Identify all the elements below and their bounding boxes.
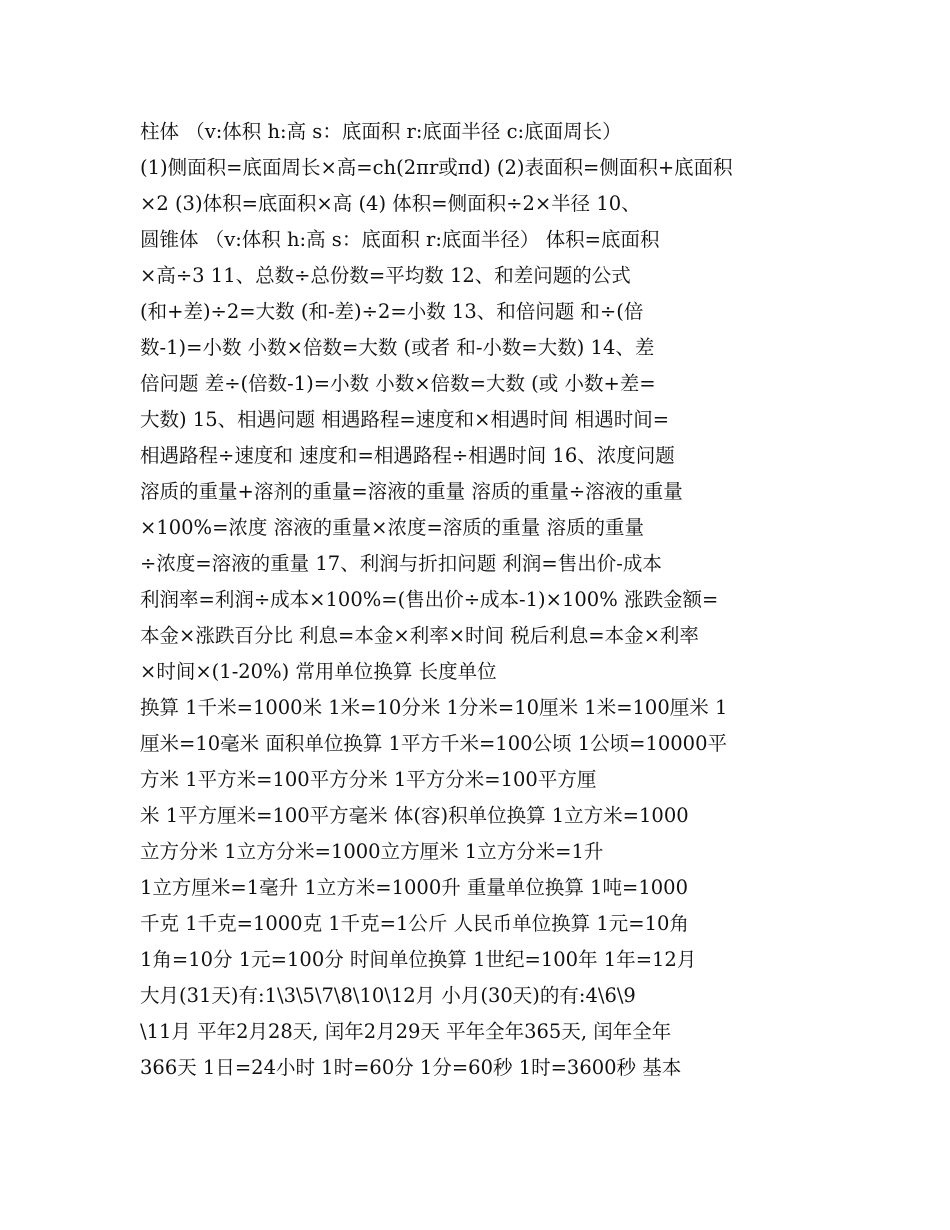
text-line: ×100%=浓度 溶液的重量×浓度=溶质的重量 溶质的重量	[140, 516, 645, 539]
text-line: 相遇路程÷速度和 速度和=相遇路程÷相遇时间 16、浓度问题	[140, 444, 675, 467]
text-line: 溶质的重量+溶剂的重量=溶液的重量 溶质的重量÷溶液的重量	[140, 480, 683, 503]
text-line: 本金×涨跌百分比 利息=本金×利率×时间 税后利息=本金×利率	[140, 624, 699, 647]
text-line: 厘米=10毫米 面积单位换算 1平方千米=100公顷 1公顷=10000平	[140, 732, 727, 755]
text-line: (和+差)÷2=大数 (和-差)÷2=小数 13、和倍问题 和÷(倍	[140, 300, 644, 323]
text-line: 方米 1平方米=100平方分米 1平方分米=100平方厘	[140, 768, 597, 791]
text-line: ÷浓度=溶液的重量 17、利润与折扣问题 利润=售出价-成本	[140, 552, 662, 575]
text-line: 366天 1日=24小时 1时=60分 1分=60秒 1时=3600秒 基本	[140, 1056, 682, 1079]
text-line: 米 1平方厘米=100平方毫米 体(容)积单位换算 1立方米=1000	[140, 804, 689, 827]
text-line: 大月(31天)有:1\3\5\7\8\10\12月 小月(30天)的有:4\6\9	[140, 984, 636, 1007]
text-line: 1立方厘米=1毫升 1立方米=1000升 重量单位换算 1吨=1000	[140, 876, 688, 899]
text-line: ×2 (3)体积=底面积×高 (4) 体积=侧面积÷2×半径 10、	[140, 192, 641, 215]
text-line: (1)侧面积=底面周长×高=ch(2πr或πd) (2)表面积=侧面积+底面积	[140, 156, 733, 179]
text-line: 千克 1千克=1000克 1千克=1公斤 人民币单位换算 1元=10角	[140, 912, 689, 935]
text-line: 大数) 15、相遇问题 相遇路程=速度和×相遇时间 相遇时间=	[140, 408, 670, 431]
text-line: ×时间×(1-20%) 常用单位换算 长度单位	[140, 660, 497, 683]
text-line: 换算 1千米=1000米 1米=10分米 1分米=10厘米 1米=100厘米 1	[140, 696, 728, 719]
text-line: ×高÷3 11、总数÷总份数=平均数 12、和差问题的公式	[140, 264, 631, 287]
text-line: 倍问题 差÷(倍数-1)=小数 小数×倍数=大数 (或 小数+差=	[140, 372, 656, 395]
text-line: 柱体 （v:体积 h:高 s：底面积 r:底面半径 c:底面周长）	[140, 120, 622, 143]
text-line: 圆锥体 （v:体积 h:高 s：底面积 r:底面半径） 体积=底面积	[140, 228, 660, 251]
text-line: 立方分米 1立方分米=1000立方厘米 1立方分米=1升	[140, 840, 604, 863]
text-line: 数-1)=小数 小数×倍数=大数 (或者 和-小数=大数) 14、差	[140, 336, 655, 359]
text-line: 1角=10分 1元=100分 时间单位换算 1世纪=100年 1年=12月	[140, 948, 697, 971]
body-text	[140, 114, 812, 1086]
text-line: 利润率=利润÷成本×100%=(售出价÷成本-1)×100% 涨跌金额=	[140, 588, 719, 611]
text-line: \11月 平年2月28天, 闰年2月29天 平年全年365天, 闰年全年	[140, 1020, 672, 1043]
